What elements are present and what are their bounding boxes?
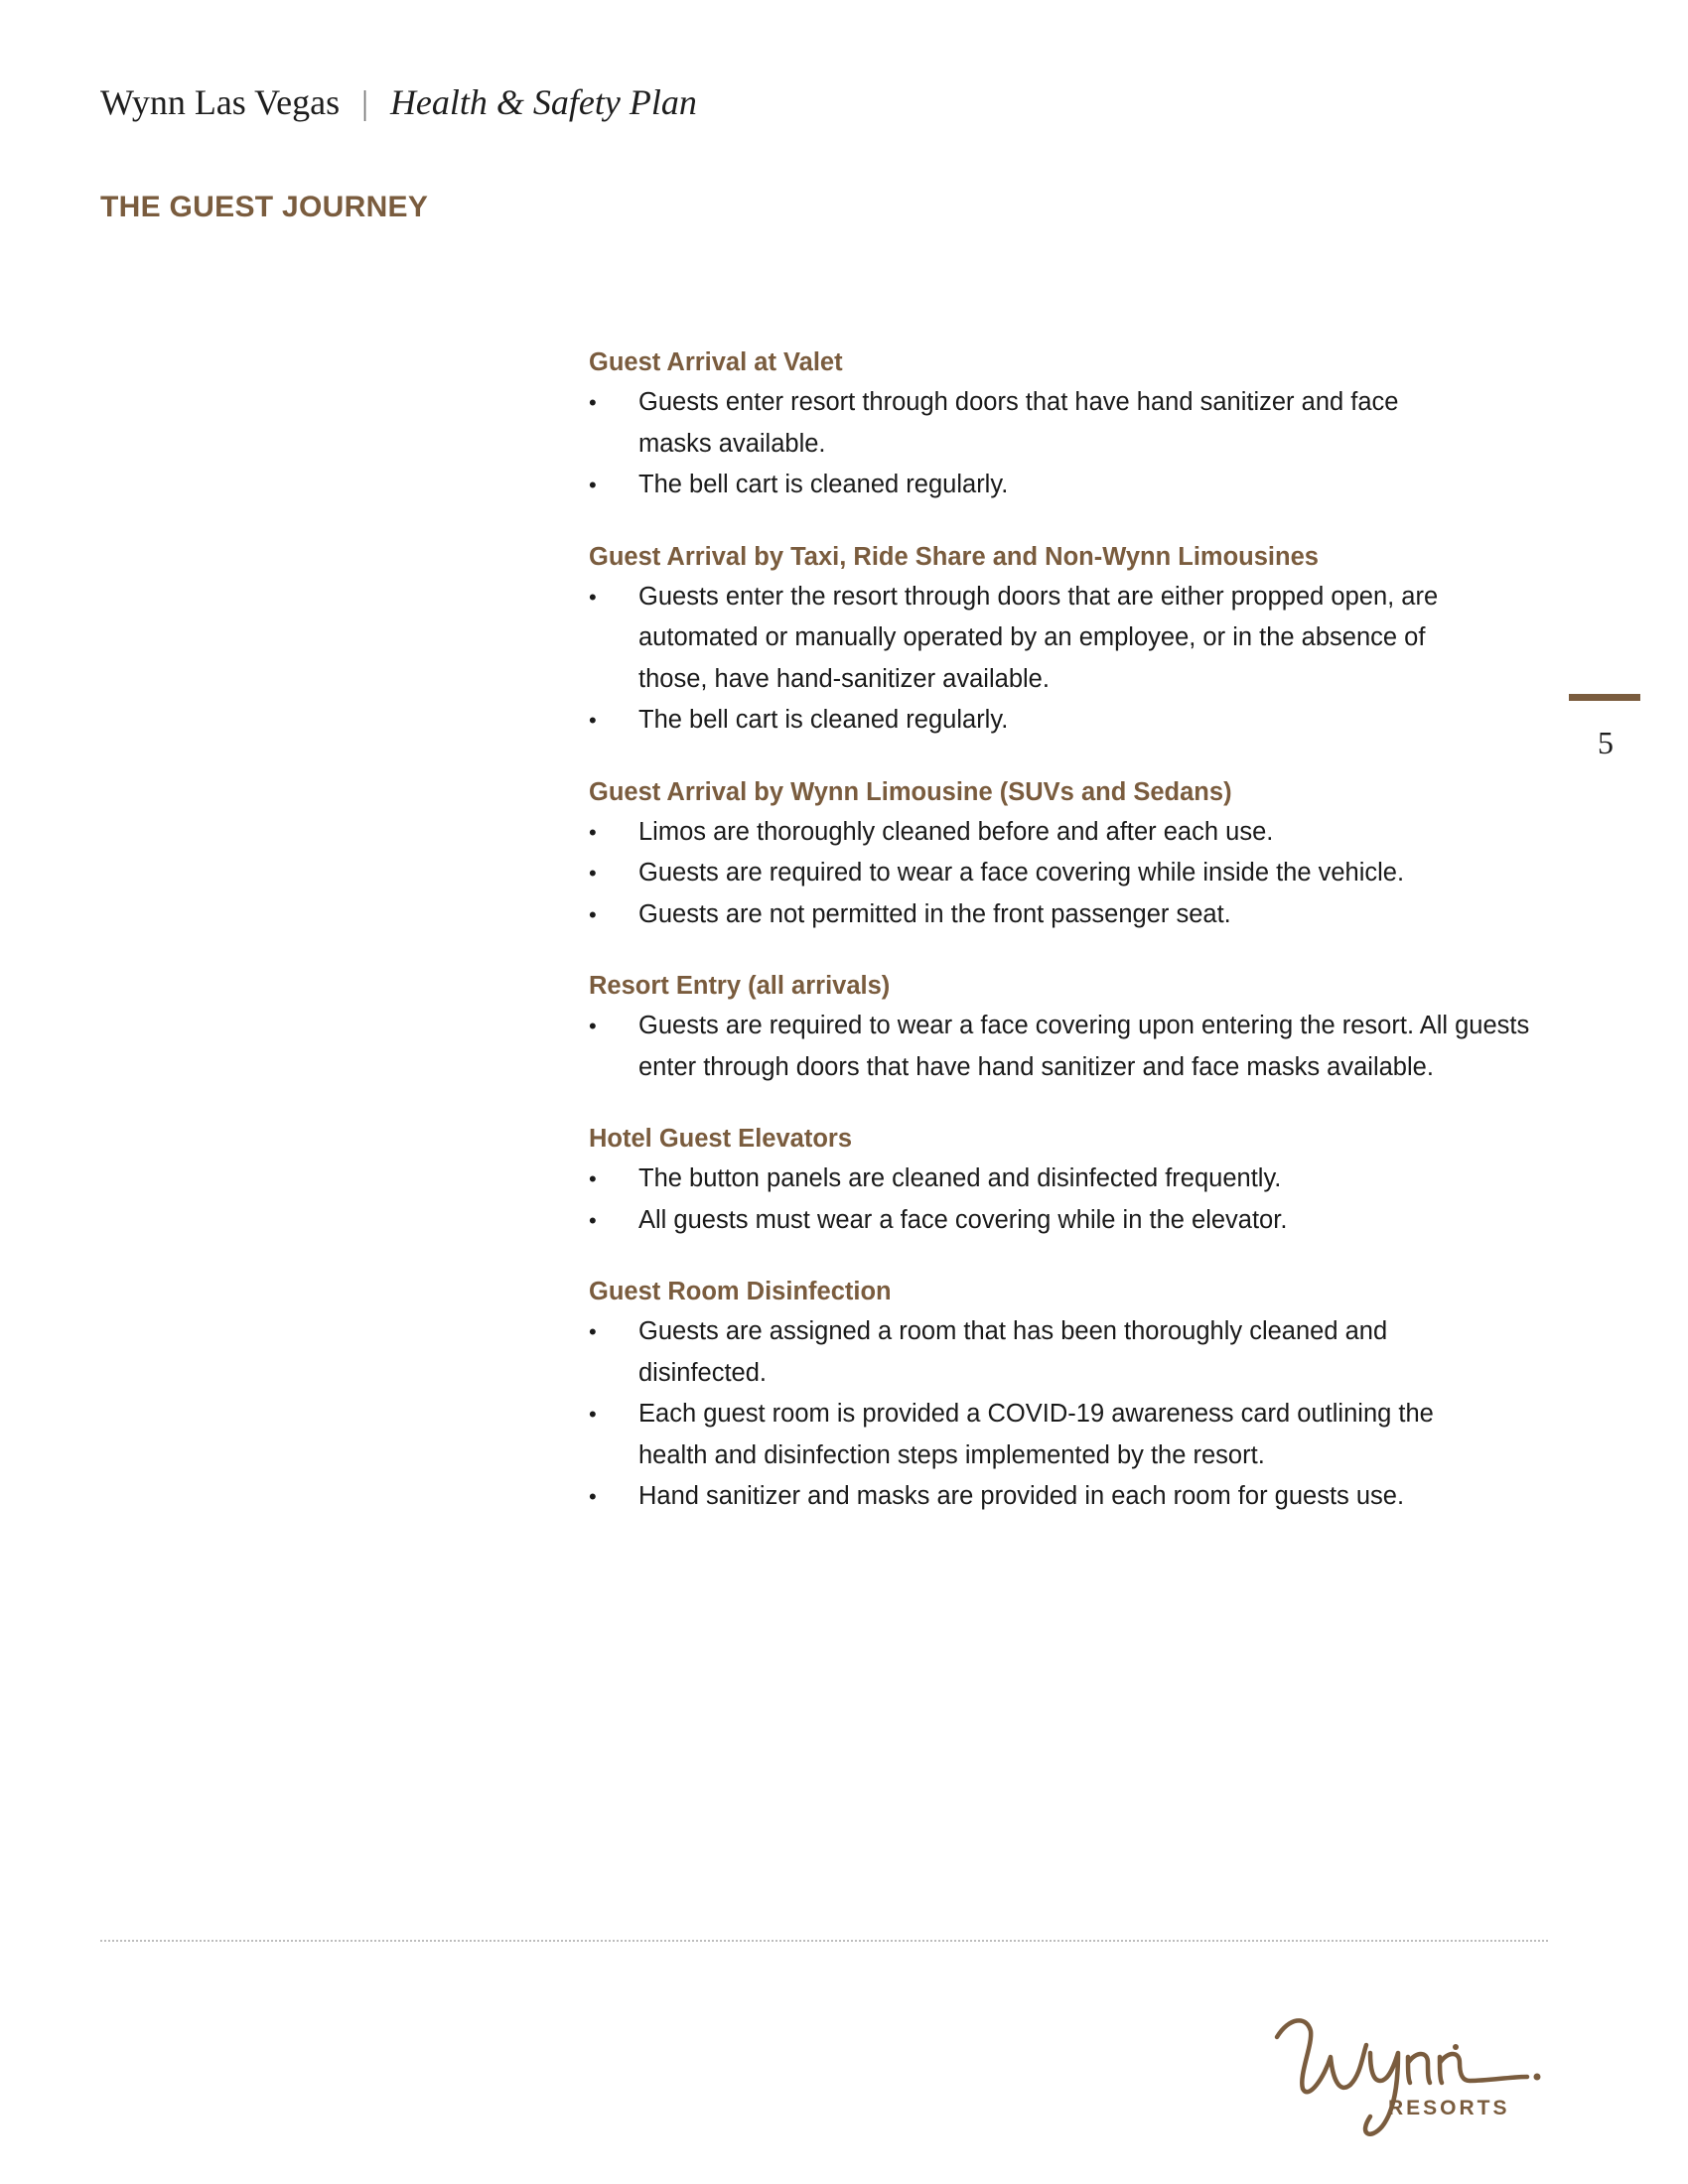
bullet-item [589,1006,1562,1088]
bullet-text: Hand sanitizer and masks are provided in each room for guests use. [638,1482,1405,1510]
bullet-item [589,382,1433,465]
logo-subtext: RESORTS [1388,2097,1510,2119]
bullet-item [589,1476,1562,1518]
group-heading: Guest Room Disinfection [589,1278,892,1305]
group-heading: Guest Arrival at Valet [589,348,843,376]
bullet-item [589,1311,1463,1394]
content-group [589,772,1562,936]
bullet-item [589,1159,1562,1200]
section-title: THE GUEST JOURNEY [100,191,429,223]
bullet-icon: • [589,819,597,845]
footer-divider [100,1940,1548,1942]
bullet-list [589,382,1562,506]
group-heading: Hotel Guest Elevators [589,1125,852,1153]
content-group [589,966,1562,1088]
bullet-list [589,1159,1562,1241]
bullet-item [589,853,1562,894]
bullet-icon: • [589,1484,597,1509]
bullet-icon: • [589,390,597,415]
bullet-text: Guests are not permitted in the front passenger seat. [638,899,1231,928]
page-number: 5 [1598,725,1614,760]
bullet-item [589,1394,1482,1476]
bullet-icon: • [589,1319,597,1344]
group-heading: Guest Arrival by Taxi, Ride Share and Non-Wynn Limousines [589,542,1319,571]
bullet-icon: • [589,901,597,927]
header-separator: | [361,85,368,122]
bullet-text: The bell cart is cleaned regularly. [638,471,1009,498]
bullet-text: All guests must wear a face covering while in the elevator. [638,1205,1288,1234]
bullet-text: Guests are assigned a room that has been thoroughly cleaned and disinfected. [638,1317,1388,1387]
content-group [589,1119,1562,1241]
bullet-icon: • [589,861,597,886]
bullet-list [589,1006,1562,1088]
bullet-text: The bell cart is cleaned regularly. [638,706,1009,734]
document-header [100,81,697,123]
page-marker-bar [1569,694,1640,701]
bullet-item [589,465,1562,506]
bullet-text: Guests enter the resort through doors that are either propped open, are automated or manually operated by an employee, or in the absence of those, have hand-sanitizer available. [638,582,1439,693]
bullet-item [589,894,1562,936]
content-group [589,537,1562,742]
bullet-text: Limos are thoroughly cleaned before and after each use. [638,817,1274,846]
bullet-item [589,1200,1562,1242]
document-subtitle: Health & Safety Plan [389,82,697,122]
bullet-list [589,812,1562,936]
bullet-item [589,700,1562,742]
bullet-icon: • [589,1014,597,1038]
guest-journey-content [589,342,1562,1549]
group-heading: Guest Arrival by Wynn Limousine (SUVs and Sedans) [589,777,1232,806]
bullet-icon: • [589,1166,597,1191]
group-heading: Resort Entry (all arrivals) [589,972,891,1000]
bullet-item [589,577,1492,701]
bullet-text: Guests are required to wear a face covering upon entering the resort. All guests enter through doors that have hand sanitizer and face masks available. [638,1012,1530,1081]
bullet-text: Guests are required to wear a face covering while inside the vehicle. [638,859,1405,887]
bullet-icon: • [589,1207,597,1233]
bullet-icon: • [589,1402,597,1427]
bullet-icon: • [589,584,597,610]
content-group [589,342,1562,506]
bullet-list [589,577,1562,742]
bullet-text: Guests enter resort through doors that have hand sanitizer and face masks available. [638,388,1399,458]
bullet-list [589,1311,1562,1518]
bullet-icon: • [589,473,597,497]
bullet-item [589,812,1562,854]
bullet-icon: • [589,708,597,733]
content-group [589,1272,1562,1518]
bullet-text: The button panels are cleaned and disinfected frequently. [638,1164,1282,1192]
wynn-resorts-logo [1259,1997,1557,2146]
brand-name: Wynn Las Vegas [100,82,341,122]
bullet-text: Each guest room is provided a COVID-19 awareness card outlining the health and disinfection steps implemented by the resort. [638,1400,1434,1469]
